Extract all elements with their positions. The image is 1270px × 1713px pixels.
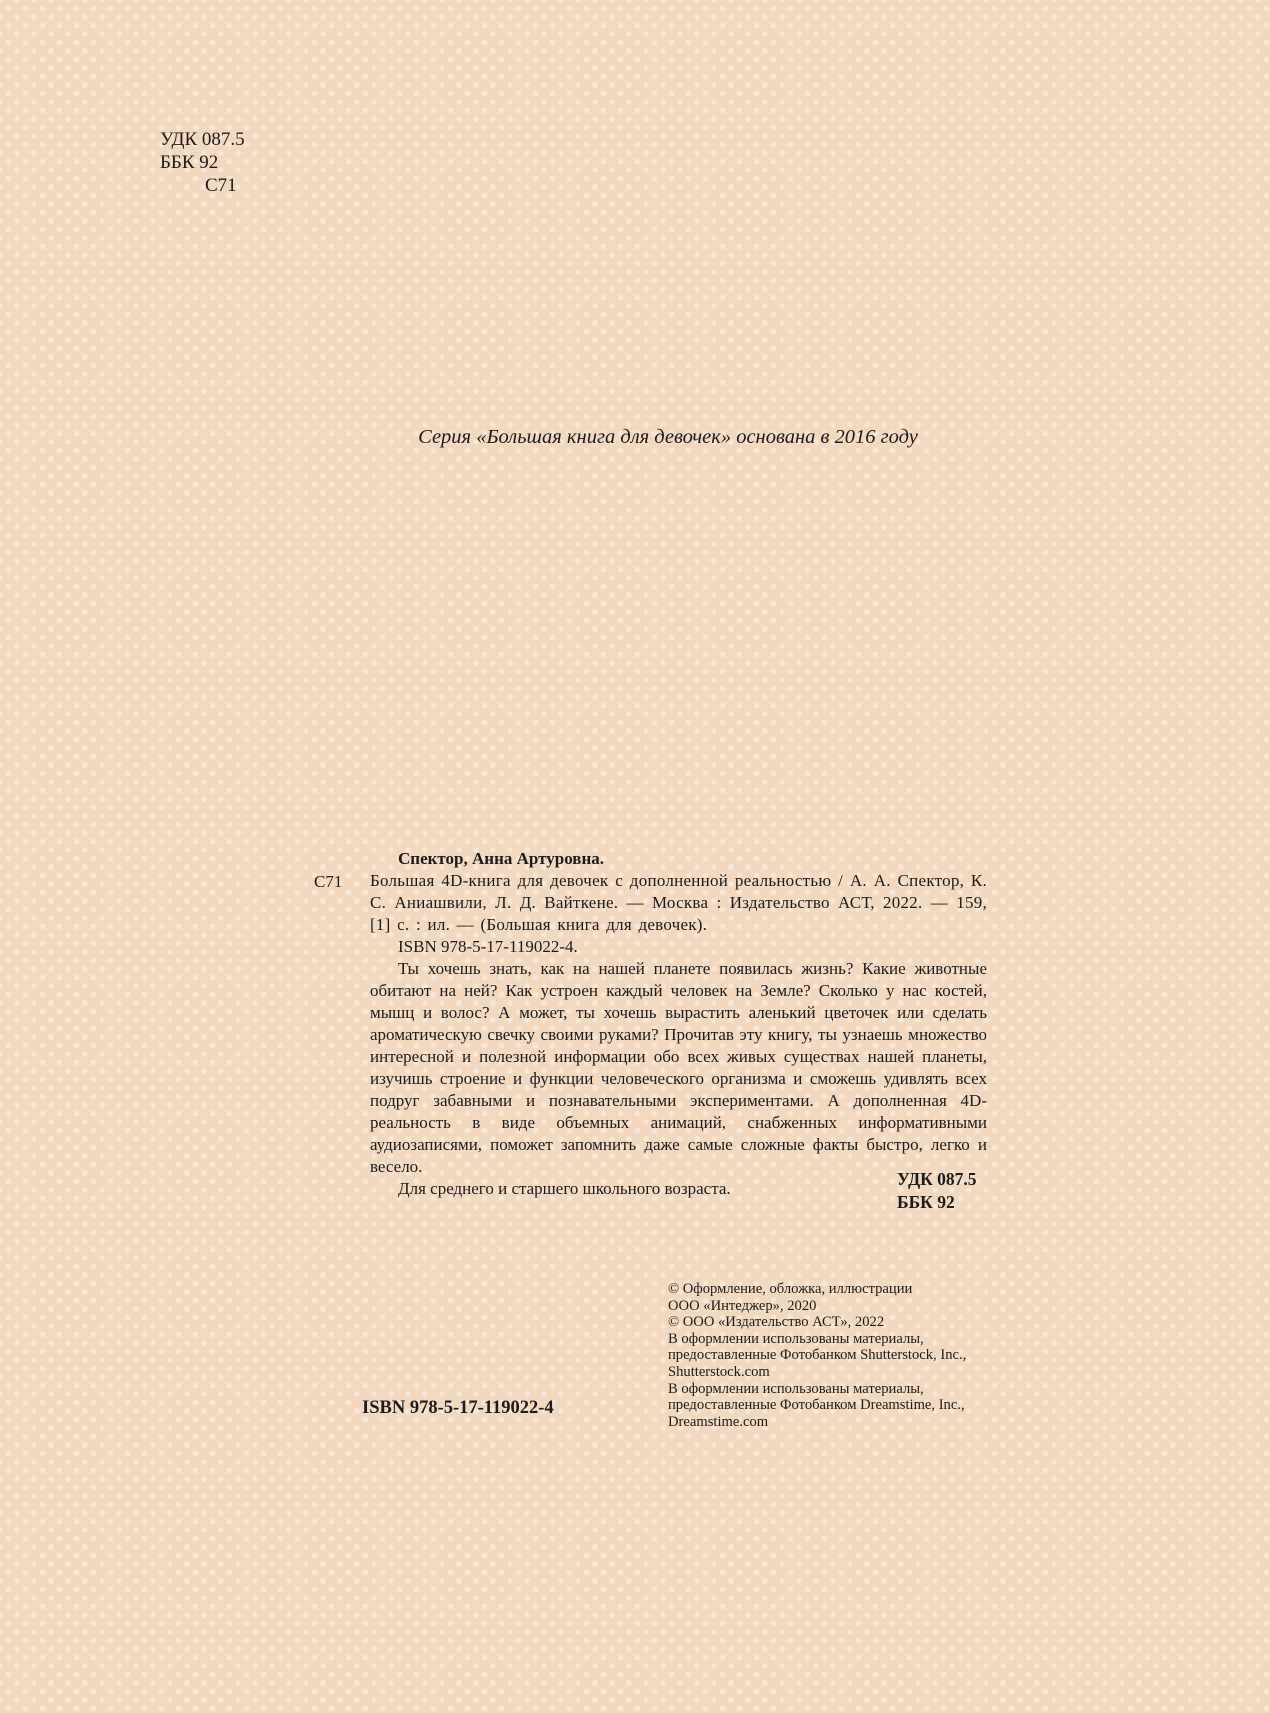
series-note: Серия «Большая книга для девочек» основана в 2016 году: [418, 426, 918, 448]
copyright-line: предоставленные Фотобанком Shutterstock, Inc.,: [668, 1347, 967, 1364]
author-sign-code-top: С71: [205, 175, 237, 196]
copyright-line: Dreamstime.com: [668, 1413, 769, 1430]
entry-description: Большая 4D-книга для девочек с дополненной реальностью / А. А. Спектор, К. С. Аниашвили, Л. Д. Вайткене. — Москва : Издательство АСТ, 2022. — 159, [1] с. : ил. — (Большая книга для девочек).: [370, 871, 987, 934]
udk-code-right: УДК 087.5: [897, 1169, 977, 1189]
copyright-line: © Оформление, обложка, иллюстрации: [668, 1281, 913, 1297]
udk-code-top: УДК 087.5: [160, 129, 245, 150]
bbk-code-top: ББК 92: [160, 152, 219, 173]
copyright-line: В оформлении использованы материалы,: [668, 1380, 924, 1397]
entry-isbn: ISBN 978-5-17-119022-4.: [398, 937, 578, 956]
entry-audience: Для среднего и старшего школьного возраста.: [398, 1179, 731, 1198]
copyright-line: Shutterstock.com: [668, 1363, 770, 1380]
copyright-block: [668, 1281, 998, 1430]
copyright-line: предоставленные Фотобанком Dreamstime, Inc.,: [668, 1397, 965, 1414]
top-classification-codes: [160, 128, 245, 197]
entry-annotation: Ты хочешь знать, как на нашей планете появилась жизнь? Какие животные обитают на ней? Как устроен каждый человек на Земле? Сколько у нас костей, мышц и волос? А может, ты хочешь вырастить аленький цветочек или сделать ароматическую свечку своими руками? Прочитав эту книгу, ты узнаешь множество интересной и полезной информации обо всех живых существах нашей планеты, изучишь строение и функции человеческого организма и сможешь удивлять всех подруг забавными и познавательными экспериментами. А дополненная 4D-реальность в виде объемных анимаций, снабженных информативными аудиозаписями, поможет запомнить даже самые сложные факты быстро, легко и весело.: [370, 959, 987, 1176]
bbk-code-right: ББК 92: [897, 1192, 955, 1212]
entry-author: Спектор, Анна Артуровна.: [398, 849, 605, 868]
copyright-line: ООО «Интеджер», 2020: [668, 1297, 817, 1314]
bibliographic-entry: [370, 848, 987, 1200]
isbn-bottom: ISBN 978-5-17-119022-4: [362, 1398, 554, 1418]
copyright-line: © ООО «Издательство АСТ», 2022: [668, 1314, 885, 1331]
right-classification-codes: [897, 1168, 977, 1214]
margin-author-sign-code: С71: [314, 872, 343, 891]
copyright-line: В оформлении использованы материалы,: [668, 1330, 924, 1347]
